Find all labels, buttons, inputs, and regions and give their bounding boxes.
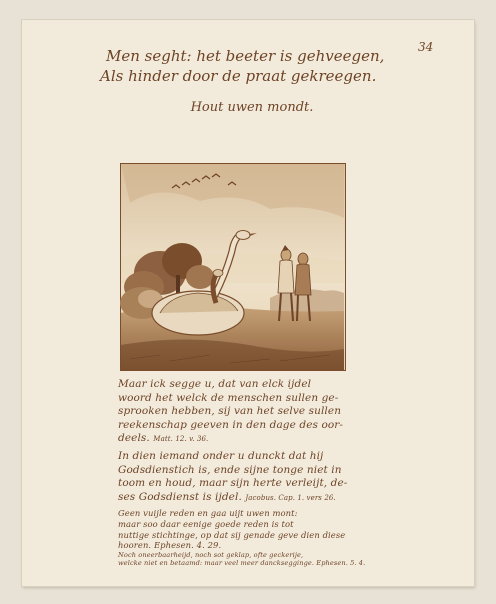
subheading: Hout uwen mondt. bbox=[190, 100, 314, 115]
text-line: maar soo daar eenige goede reden is tot bbox=[118, 518, 294, 529]
page-number: 34 bbox=[418, 40, 434, 54]
motto-line-1: Men seght: het beeter is gehveegen, bbox=[106, 47, 385, 65]
motto-line-2: Als hinder door de praat gekreegen. bbox=[100, 67, 377, 85]
text-line: sprooken hebben, sij van het selve sullen bbox=[118, 405, 342, 418]
text-line: In dien iemand onder u dunckt dat hij bbox=[118, 449, 324, 462]
text-line: woord het welck de menschen sullen ge- bbox=[118, 391, 339, 404]
ostrich-scene-drawing bbox=[120, 163, 346, 371]
text-line: nuttige stichtinge, op dat sij genade geve dien diese bbox=[118, 529, 346, 540]
text-line: Maar ick segge u, dat van elck ijdel bbox=[118, 378, 312, 390]
text-line bbox=[118, 432, 388, 447]
text-line: Noch oneerbaarheijd, noch sot geklap, ofte geckerije, bbox=[118, 550, 304, 559]
text-line: toom en houd, maar sijn herte verleijt, de- bbox=[118, 477, 348, 490]
paragraph-ephesians-5 bbox=[118, 551, 388, 568]
text-line: hooren. Ephesen. 4. 29. bbox=[118, 540, 222, 551]
text-line: Godsdienstich is, ende sijne tonge niet in bbox=[118, 463, 342, 476]
motto bbox=[100, 46, 400, 86]
paragraph-matthew bbox=[118, 378, 388, 447]
illustration bbox=[120, 163, 346, 371]
text-line: Geen vuijle reden en gaa uijt uwen mont: bbox=[118, 508, 298, 519]
text-fragment: deels. bbox=[118, 432, 150, 445]
text-line: welcke niet en betaamd: maar veel meer dancksegginge. Ephesen. 5. 4. bbox=[118, 559, 366, 568]
bible-reference: Jacobus. Cap. 1. vers 26. bbox=[245, 493, 336, 502]
paragraph-james bbox=[118, 450, 388, 505]
text-line: reekenschap geeven in den dage des oor- bbox=[118, 418, 344, 431]
text-line bbox=[118, 491, 388, 506]
scripture-text bbox=[118, 378, 388, 568]
text-fragment: ses Godsdienst is ijdel. bbox=[118, 490, 242, 503]
bible-reference: Matt. 12. v. 36. bbox=[153, 435, 209, 444]
paragraph-ephesians-4 bbox=[118, 508, 388, 550]
